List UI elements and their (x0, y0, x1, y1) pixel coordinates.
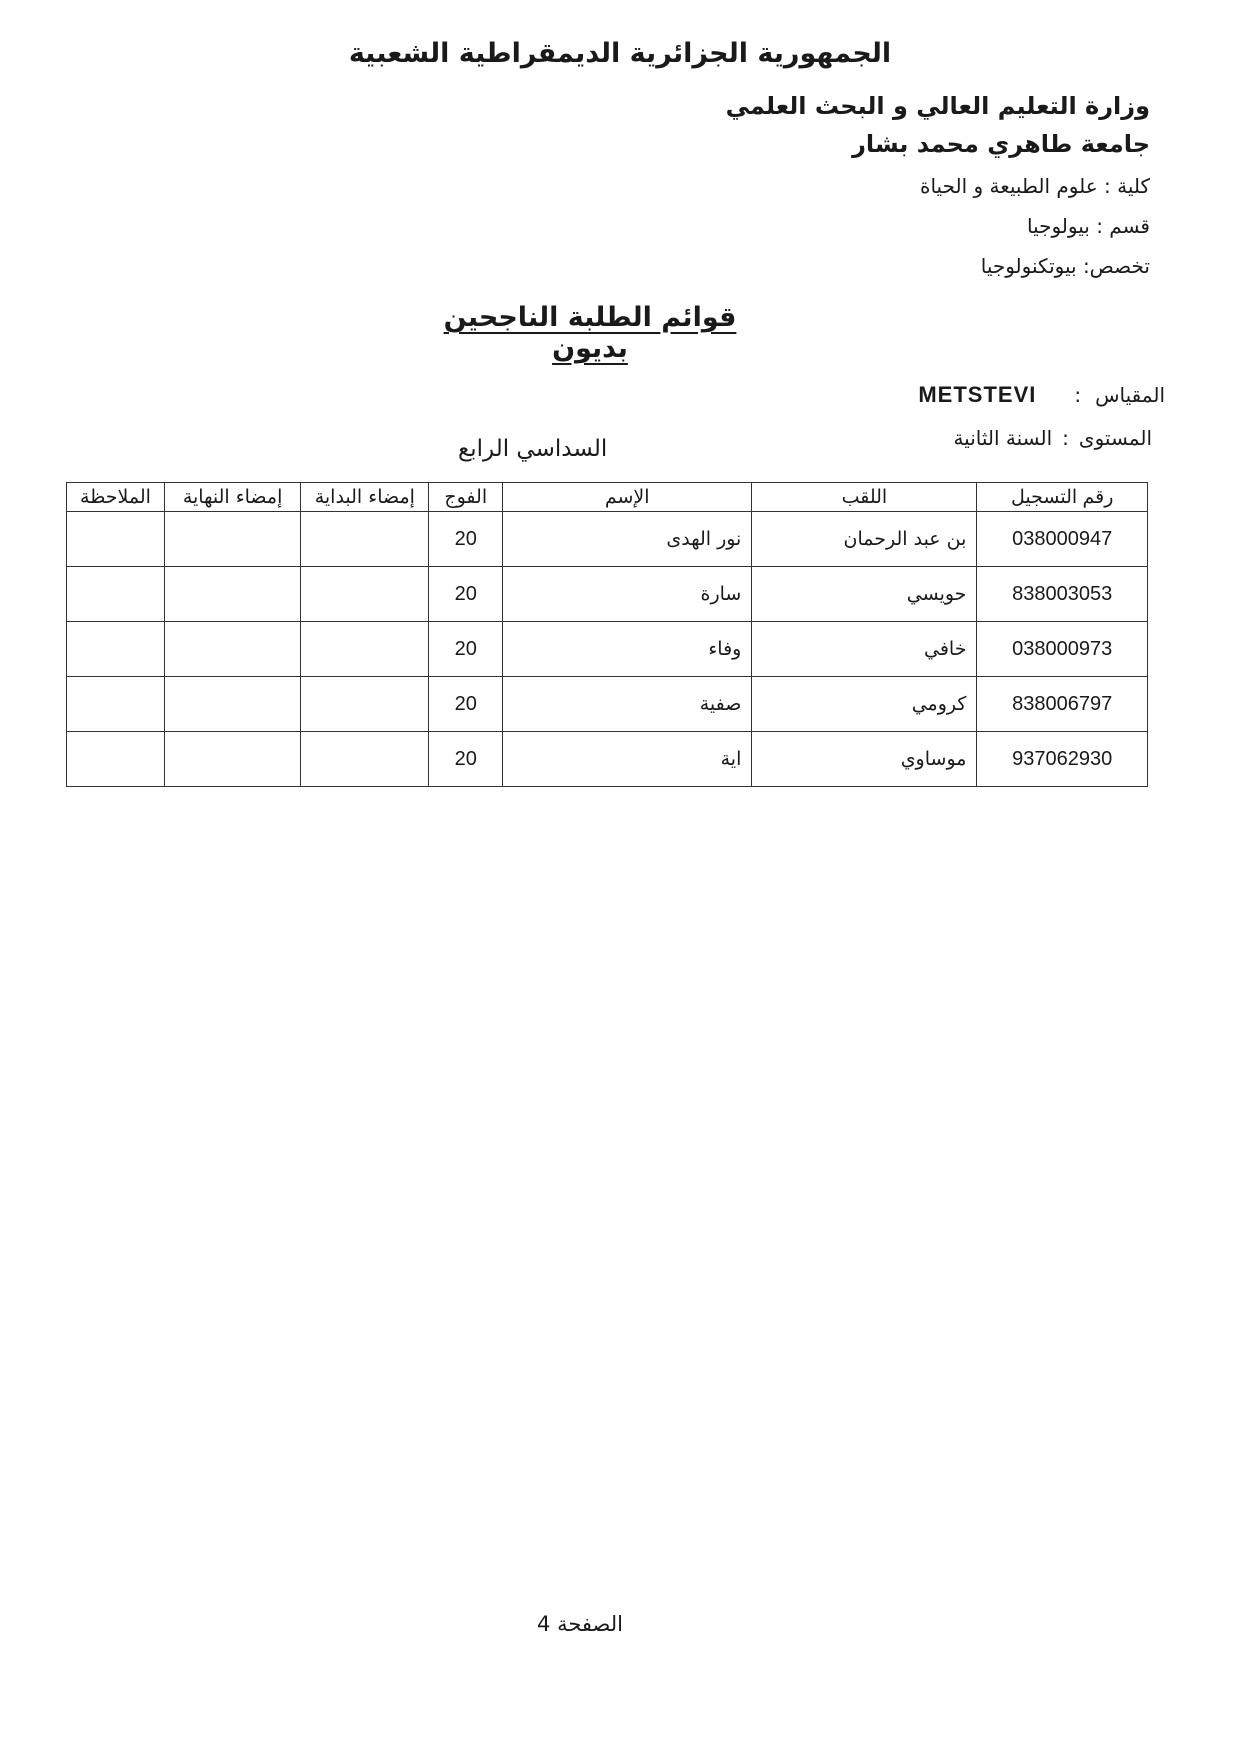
table-row (67, 677, 1148, 732)
faculty-label: كلية : (1104, 174, 1150, 198)
first-name: صفية (503, 677, 752, 732)
level-value: السنة الثانية (953, 426, 1053, 450)
first-name: اية (503, 732, 752, 787)
column-header-first-name: الإسم (503, 483, 752, 512)
end-signature-cell (164, 732, 300, 787)
department-label: قسم : (1096, 214, 1150, 238)
university-name: جامعة طاهري محمد بشار (852, 130, 1150, 158)
column-header-last-name: اللقب (752, 483, 977, 512)
table-row (67, 622, 1148, 677)
last-name: كرومي (752, 677, 977, 732)
group-number: 20 (429, 622, 503, 677)
column-header-start-signature: إمضاء البداية (301, 483, 429, 512)
remark-cell (67, 622, 165, 677)
first-name: نور الهدى (503, 512, 752, 567)
page-number: الصفحة 4 (537, 1612, 623, 1636)
column-header-end-signature: إمضاء النهاية (164, 483, 300, 512)
table-header-row (67, 483, 1148, 512)
last-name: موساوي (752, 732, 977, 787)
registration-number: 038000947 (977, 512, 1148, 567)
group-number: 20 (429, 512, 503, 567)
end-signature-cell (164, 677, 300, 732)
start-signature-cell (301, 732, 429, 787)
registration-number: 838006797 (977, 677, 1148, 732)
table-row (67, 512, 1148, 567)
start-signature-cell (301, 622, 429, 677)
specialty-label: تخصص: (1082, 254, 1150, 278)
department-line (1027, 214, 1150, 238)
module-code: METSTEVI (918, 382, 1037, 407)
first-name: سارة (503, 567, 752, 622)
end-signature-cell (164, 512, 300, 567)
column-header-group: الفوج (429, 483, 503, 512)
remark-cell (67, 512, 165, 567)
level-line (953, 426, 1152, 450)
end-signature-cell (164, 622, 300, 677)
republic-title: الجمهورية الجزائرية الديمقراطية الشعبية (348, 38, 892, 69)
first-name: وفاء (503, 622, 752, 677)
end-signature-cell (164, 567, 300, 622)
module-separator: : (1074, 383, 1082, 407)
faculty-line (920, 174, 1150, 198)
department-value: بيولوجيا (1026, 214, 1090, 238)
module-label: المقياس (1095, 383, 1165, 407)
column-header-remark: الملاحظة (67, 483, 165, 512)
table-row (67, 732, 1148, 787)
specialty-value: بيوتكنولوجيا (980, 254, 1077, 278)
column-header-registration: رقم التسجيل (977, 483, 1148, 512)
start-signature-cell (301, 677, 429, 732)
students-table (66, 482, 1148, 787)
group-number: 20 (429, 567, 503, 622)
group-number: 20 (429, 677, 503, 732)
registration-number: 937062930 (977, 732, 1148, 787)
registration-number: 038000973 (977, 622, 1148, 677)
ministry-name: وزارة التعليم العالي و البحث العلمي (725, 92, 1150, 120)
remark-cell (67, 732, 165, 787)
semester-label: السداسي الرابع (458, 436, 608, 462)
module-line (918, 382, 1165, 408)
table-row (67, 567, 1148, 622)
last-name: خافي (752, 622, 977, 677)
registration-number: 838003053 (977, 567, 1148, 622)
document-title: قوائم الطلبة الناجحين بديون (443, 302, 737, 364)
level-label: المستوى (1078, 426, 1152, 450)
specialty-line (981, 254, 1150, 278)
start-signature-cell (301, 512, 429, 567)
last-name: حويسي (752, 567, 977, 622)
start-signature-cell (301, 567, 429, 622)
remark-cell (67, 677, 165, 732)
group-number: 20 (429, 732, 503, 787)
last-name: بن عبد الرحمان (752, 512, 977, 567)
faculty-value: علوم الطبيعة و الحياة (919, 174, 1098, 198)
remark-cell (67, 567, 165, 622)
level-separator: : (1062, 426, 1069, 450)
